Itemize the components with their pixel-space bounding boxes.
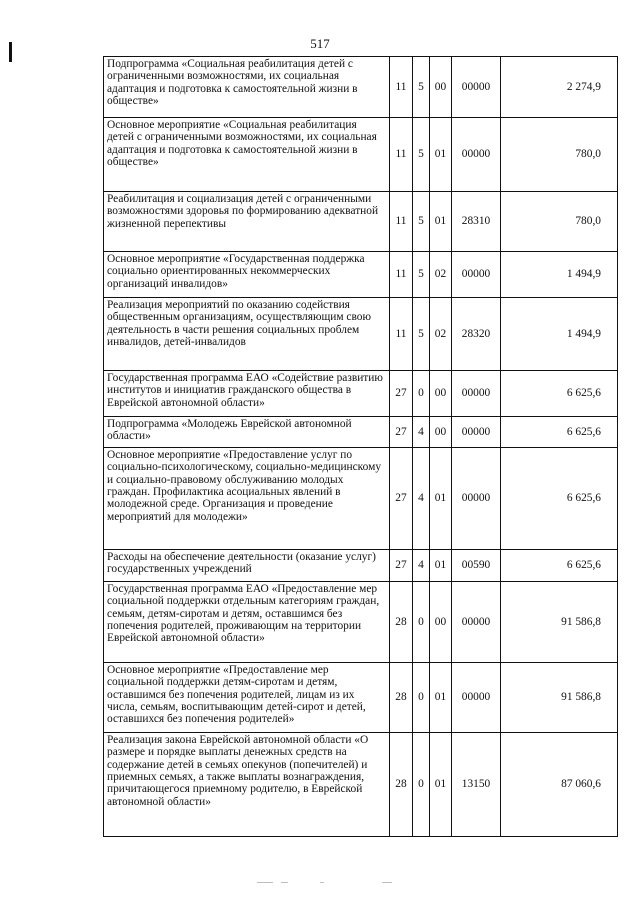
main-activity-code: 00 <box>430 57 452 118</box>
scan-noise-mark <box>281 882 288 883</box>
table-row <box>104 298 618 371</box>
table-row <box>104 582 618 663</box>
row-name: Основное мероприятие «Предоставление мер социальной поддержки детям-сиротам и детям, оставшимся без попечения родителей, лицам из их числа, семьям, воспитывающим детей-сирот и детей, оставшихся без попечения родителей» <box>104 663 390 733</box>
row-name: Реализация закона Еврейской автономной области «О размере и порядке выплаты денежных средств на содержание детей в семьях опекунов (попечителей) и приемных семьях, а также выплаты вознаграждения, причитающегося приемному родителю, в Еврейской автономной области» <box>104 733 390 837</box>
amount-value: 87 060,6 <box>501 733 618 837</box>
table-row <box>104 663 618 733</box>
table-row <box>104 448 618 550</box>
subprogram-code: 0 <box>413 733 430 837</box>
expense-direction-code: 13150 <box>452 733 501 837</box>
main-activity-code: 00 <box>430 417 452 448</box>
row-name: Основное мероприятие «Предоставление услуг по социально-психологическому, социально-медицинскому и социально-правовому обслуживанию молодых граждан. Профилактика асоциальных явлений в молодежной среде. Организация и проведение мероприятий для молодежи» <box>104 448 390 550</box>
target-article-code: 28 <box>390 582 413 663</box>
page-number: 517 <box>310 36 330 51</box>
budget-table <box>103 56 618 837</box>
expense-direction-code: 00000 <box>452 417 501 448</box>
expense-direction-code: 28310 <box>452 192 501 252</box>
row-name: Государственная программа ЕАО «Предоставление мер социальной поддержки отдельным категориям граждан, семьям, детям-сиротам и детям, оставшимся без попечения родителей, проживающим на территории Еврейской автономной области» <box>104 582 390 663</box>
main-activity-code: 01 <box>430 663 452 733</box>
table-row <box>104 118 618 192</box>
target-article-code: 27 <box>390 417 413 448</box>
amount-value: 6 625,6 <box>501 417 618 448</box>
expense-direction-code: 00000 <box>452 448 501 550</box>
expense-direction-code: 00590 <box>452 550 501 582</box>
subprogram-code: 5 <box>413 252 430 298</box>
target-article-code: 27 <box>390 448 413 550</box>
subprogram-code: 4 <box>413 448 430 550</box>
row-name: Основное мероприятие «Социальная реабилитация детей с ограниченными возможностями, их социальная адаптация и подготовка к самостоятельной жизни в обществе» <box>104 118 390 192</box>
row-name: Государственная программа ЕАО «Содействие развитию институтов и инициатив гражданского общества в Еврейской автономной области» <box>104 371 390 417</box>
amount-value: 2 274,9 <box>501 57 618 118</box>
target-article-code: 11 <box>390 192 413 252</box>
table-row <box>104 371 618 417</box>
scan-noise <box>0 878 640 888</box>
target-article-code: 27 <box>390 550 413 582</box>
row-name: Подпрограмма «Социальная реабилитация детей с ограниченными возможностями, их социальная адаптация и подготовка к самостоятельной жизни в обществе» <box>104 57 390 118</box>
row-name: Реализация мероприятий по оказанию содействия общественным организациям, осуществляющим свою деятельность в части решения социальных проблем инвалидов, детей-инвалидов <box>104 298 390 371</box>
row-name: Основное мероприятие «Государственная поддержка социально ориентированных некоммерческих организаций инвалидов» <box>104 252 390 298</box>
main-activity-code: 01 <box>430 448 452 550</box>
expense-direction-code: 00000 <box>452 252 501 298</box>
amount-value: 1 494,9 <box>501 252 618 298</box>
target-article-code: 28 <box>390 663 413 733</box>
subprogram-code: 5 <box>413 57 430 118</box>
subprogram-code: 5 <box>413 192 430 252</box>
target-article-code: 11 <box>390 57 413 118</box>
table-row <box>104 417 618 448</box>
main-activity-code: 00 <box>430 582 452 663</box>
subprogram-code: 0 <box>413 582 430 663</box>
main-activity-code: 02 <box>430 298 452 371</box>
expense-direction-code: 00000 <box>452 118 501 192</box>
target-article-code: 27 <box>390 371 413 417</box>
expense-direction-code: 28320 <box>452 298 501 371</box>
expense-direction-code: 00000 <box>452 582 501 663</box>
main-activity-code: 01 <box>430 118 452 192</box>
expense-direction-code: 00000 <box>452 371 501 417</box>
target-article-code: 11 <box>390 252 413 298</box>
subprogram-code: 4 <box>413 550 430 582</box>
scan-noise-mark <box>320 882 324 883</box>
budget-table-body <box>104 57 618 837</box>
amount-value: 1 494,9 <box>501 298 618 371</box>
amount-value: 6 625,6 <box>501 448 618 550</box>
amount-value: 780,0 <box>501 192 618 252</box>
main-activity-code: 01 <box>430 192 452 252</box>
subprogram-code: 4 <box>413 417 430 448</box>
amount-value: 6 625,6 <box>501 550 618 582</box>
amount-value: 6 625,6 <box>501 371 618 417</box>
table-row <box>104 57 618 118</box>
expense-direction-code: 00000 <box>452 57 501 118</box>
amount-value: 91 586,8 <box>501 663 618 733</box>
main-activity-code: 01 <box>430 733 452 837</box>
scan-noise-mark <box>382 882 392 883</box>
expense-direction-code: 00000 <box>452 663 501 733</box>
target-article-code: 11 <box>390 118 413 192</box>
table-row <box>104 192 618 252</box>
target-article-code: 28 <box>390 733 413 837</box>
target-article-code: 11 <box>390 298 413 371</box>
table-row <box>104 252 618 298</box>
main-activity-code: 02 <box>430 252 452 298</box>
main-activity-code: 01 <box>430 550 452 582</box>
subprogram-code: 0 <box>413 371 430 417</box>
table-row <box>104 733 618 837</box>
row-name: Реабилитация и социализация детей с ограниченными возможностями здоровья по формированию адекватной жизненной перепективы <box>104 192 390 252</box>
amount-value: 780,0 <box>501 118 618 192</box>
subprogram-code: 5 <box>413 298 430 371</box>
amount-value: 91 586,8 <box>501 582 618 663</box>
main-activity-code: 00 <box>430 371 452 417</box>
table-row <box>104 550 618 582</box>
subprogram-code: 5 <box>413 118 430 192</box>
row-name: Подпрограмма «Молодежь Еврейской автономной области» <box>104 417 390 448</box>
scan-edge-mark <box>9 42 12 62</box>
scan-noise-mark <box>257 882 273 883</box>
row-name: Расходы на обеспечение деятельности (оказание услуг) государственных учреждений <box>104 550 390 582</box>
subprogram-code: 0 <box>413 663 430 733</box>
